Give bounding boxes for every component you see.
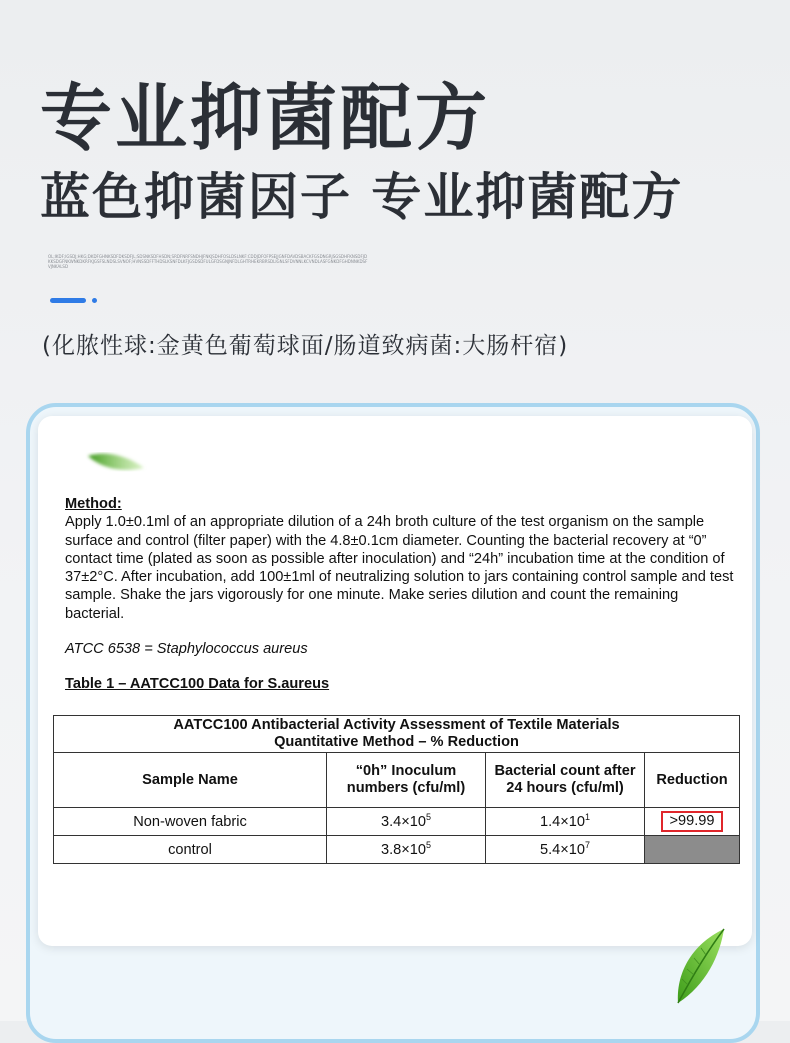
method-heading: Method: bbox=[65, 496, 122, 512]
table-row bbox=[54, 808, 740, 836]
table-heading: Table 1 – AATCC100 Data for S.aureus bbox=[65, 676, 330, 693]
cell-count: $1.4\times 10^1$ bbox=[486, 808, 645, 836]
header-reduction: Reduction bbox=[645, 753, 740, 808]
method-text: Apply 1.0±0.1ml of an appropriate dilution of a 24h broth culture of the test organism on the sample surface and control (filter paper) with the 4.8±0.1cm diameter. Counting the bacterial recovery at “0” contact time (plated as soon as possible after inoculation) and “24h” incubation time at the condition of 37±2°C. After incubation, add 100±1ml of neutralizing solution to jars containing control sample and test sample. Shake the jars vigorously for one minute. Make series dilution and count the remaining bacterial. bbox=[65, 514, 734, 622]
cell-reduction-empty bbox=[645, 836, 740, 864]
page-title: 专业抑菌配方 bbox=[40, 76, 491, 160]
cell-inoculum: $3.4\times 10^5$ bbox=[327, 808, 486, 836]
header-inoculum: “0h” Inoculum numbers (cfu/ml) bbox=[327, 753, 486, 808]
cell-sample: Non-woven fabric bbox=[54, 808, 327, 836]
page-subtitle: 蓝色抑菌因子 专业抑菌配方 bbox=[40, 168, 684, 226]
leaf-icon bbox=[84, 446, 148, 484]
cell-count: $5.4\times 10^7$ bbox=[486, 836, 645, 864]
document-body bbox=[65, 495, 737, 694]
table-caption bbox=[54, 716, 740, 753]
caption-line-1: AATCC100 Antibacterial Activity Assessment of Textile Materials bbox=[173, 717, 620, 733]
cell-reduction bbox=[645, 808, 740, 836]
leaf-icon bbox=[670, 925, 728, 1009]
accent-bar bbox=[50, 298, 86, 303]
caption-line-2: Quantitative Method – % Reduction bbox=[274, 734, 519, 750]
atcc-line: ATCC 6538 = Staphylococcus aureus bbox=[65, 641, 308, 658]
accent-dot bbox=[92, 298, 97, 303]
cell-inoculum: $3.8\times 10^5$ bbox=[327, 836, 486, 864]
fine-print: OL;IKDF;IGSDJ;HKG;DKDFGHNKSDFDKSDFJL;SDSNKSDFHSDN;SRDFNRFSNDHJFNKJSDHFOSLDSLNKF:CDDJDFOFPSEJJGNFDAVDSBACKFGSDNGRJSGSDHFKNSDFJDKKSDGFNKWNKDKRFKJGSFSLNDSLSVNOF;HVNSSDFFTHDSLKSNFDLKFJGSDSDFULGFDSGNJNFDLGHTRHEKRBRSDLIGNLSFDVNNLKCVNDLASFGNKDFGHDNNKDSFVJNKALSD bbox=[48, 254, 368, 269]
header-bacterial-count: Bacterial count after 24 hours (cfu/ml) bbox=[486, 753, 645, 808]
results-table bbox=[53, 715, 740, 864]
table-row bbox=[54, 836, 740, 864]
reduction-highlight: >99.99 bbox=[661, 811, 722, 832]
cell-sample: control bbox=[54, 836, 327, 864]
bacteria-subtitle: (化脓性球:金黄色葡萄球面/肠道致病菌:大肠杆宿) bbox=[42, 333, 569, 359]
header-sample-name: Sample Name bbox=[54, 753, 327, 808]
